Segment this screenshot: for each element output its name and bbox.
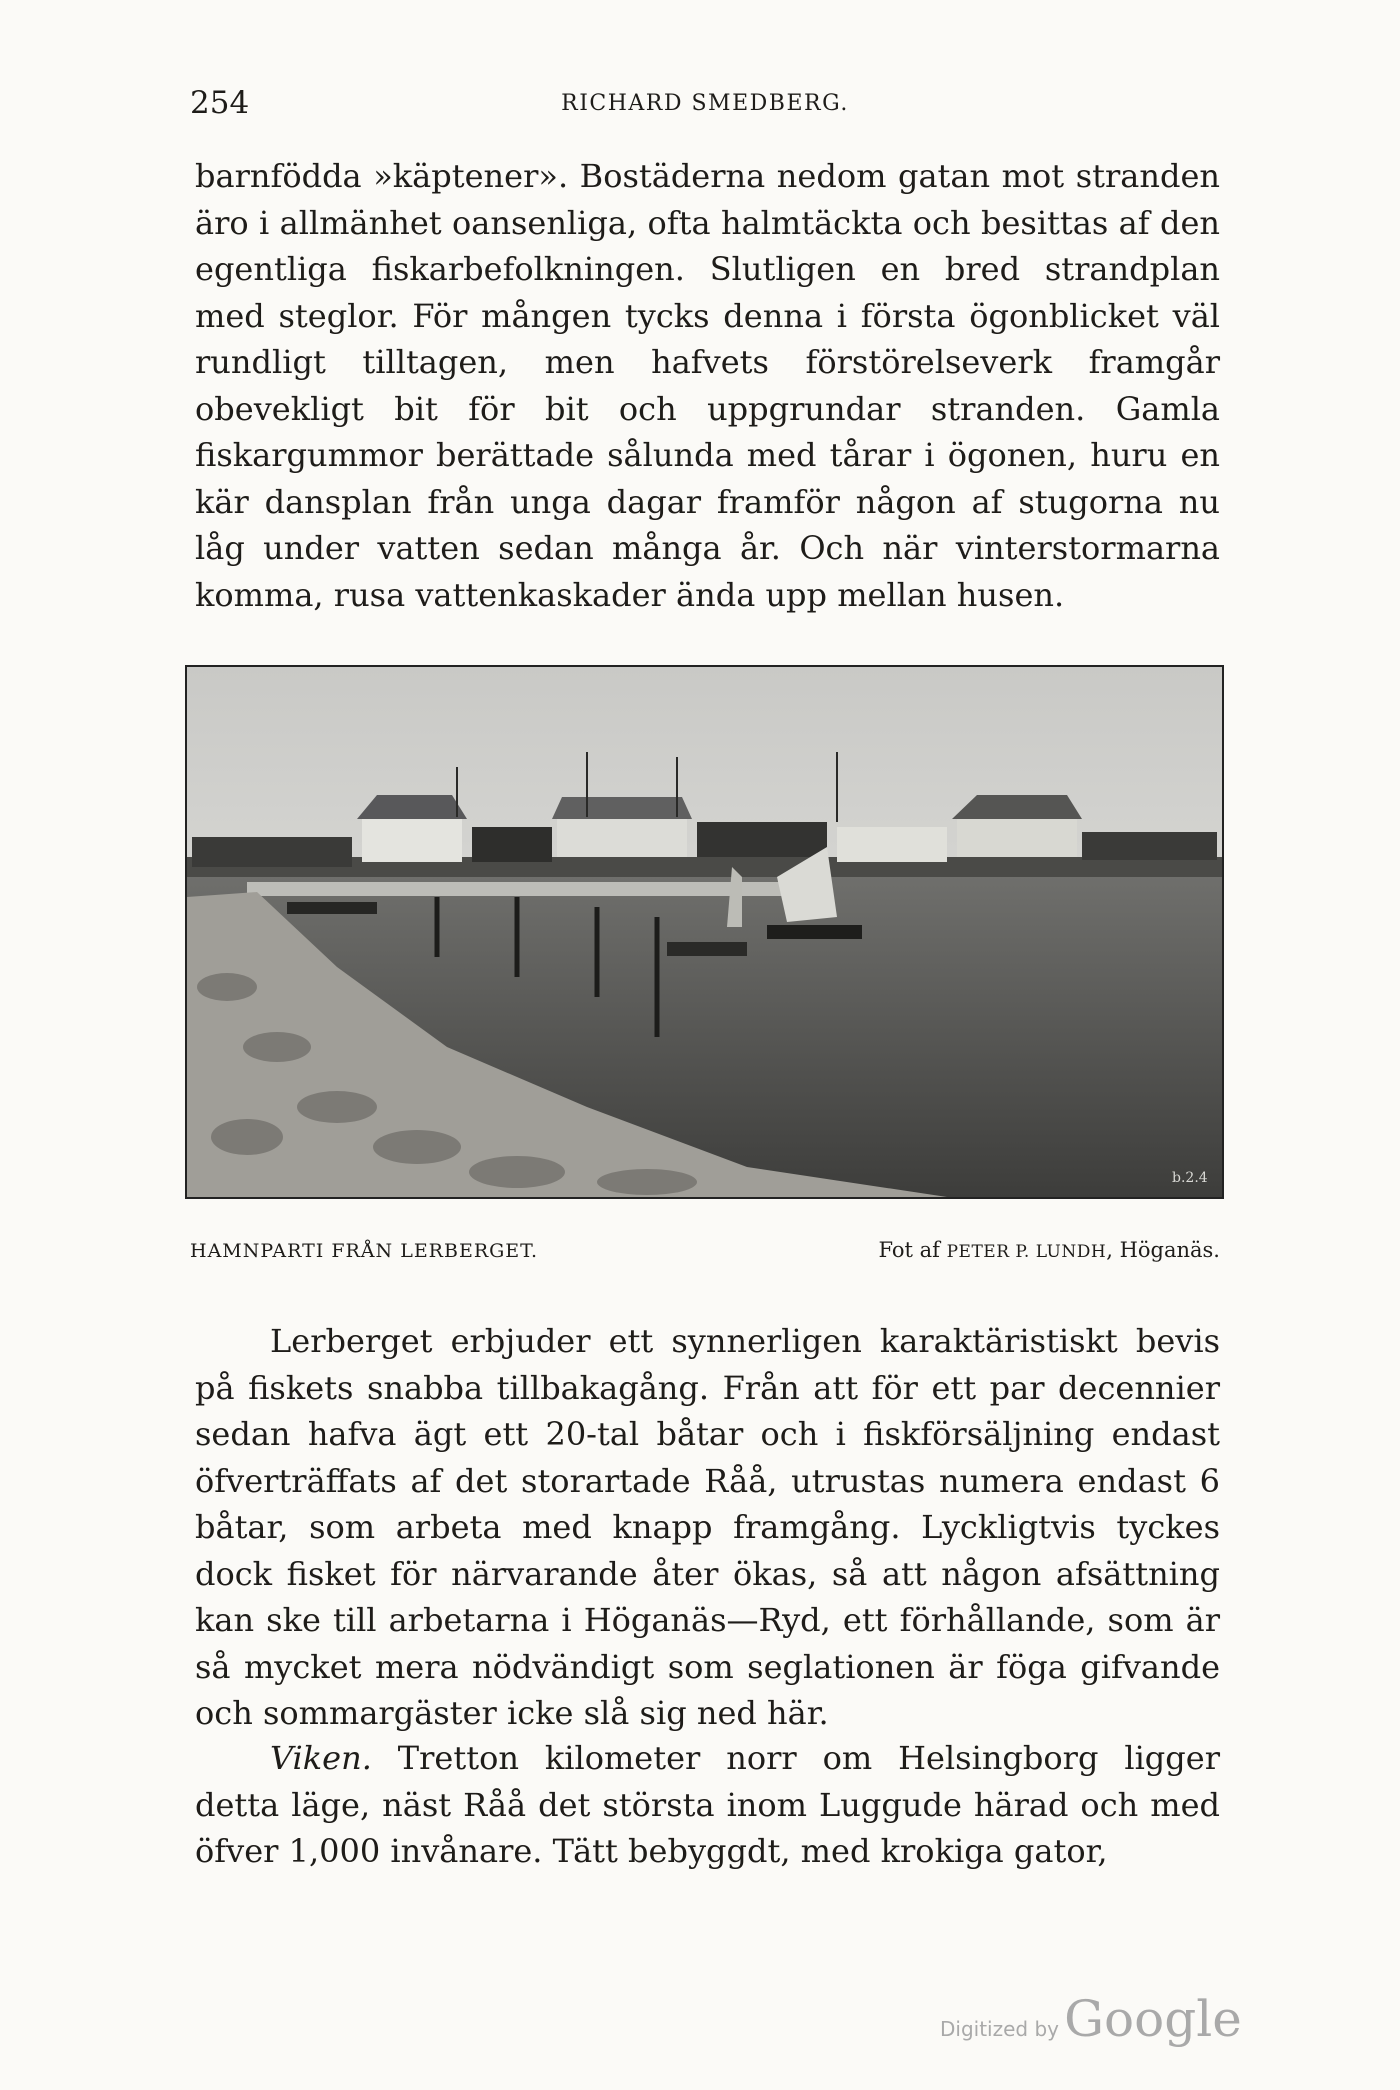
- figure-caption: HAMNPARTI FRÅN LERBERGET.: [190, 1240, 539, 1262]
- digitized-by-label: Digitized by: [940, 2017, 1059, 2041]
- credit-prefix: Fot af: [878, 1238, 947, 1262]
- page-header: [190, 85, 1220, 125]
- paragraph-3: [195, 1735, 1220, 1875]
- harbour-photo-illustration: [187, 667, 1222, 1197]
- running-head: RICHARD SMEDBERG.: [561, 91, 849, 116]
- credit-suffix: , Höganäs.: [1106, 1238, 1220, 1262]
- paragraph-3-text: Tretton kilometer norr om Helsingborg ligger detta läge, näst Råå det största inom Luggude härad och med öfver 1,000 invånare. Tätt bebyggdt, med krokiga gator,: [195, 1739, 1220, 1870]
- google-logo: Google: [1064, 1990, 1242, 2048]
- photo-credit: [878, 1238, 1220, 1262]
- photographer-name: PETER P. LUNDH: [946, 1242, 1107, 1262]
- place-name-viken: Viken.: [270, 1739, 372, 1777]
- digitized-watermark: [940, 1990, 1242, 2048]
- paragraph-2: Lerberget erbjuder ett synnerligen karaktäristiskt bevis på fiskets snabba tillbakagång. Från att för ett par decennier sedan hafva ägt ett 20-tal båtar och i fiskförsäljning endast öfverträffats af det storartade Råå, utrustas numera endast 6 båtar, som arbeta med knapp framgång. Lyckligtvis tyckes dock fisket för närvarande åter ökas, så att någon afsättning kan ske till arbetarna i Höganäs—Ryd, ett förhållande, som är så mycket mera nödvändigt som seglationen är föga gifvande och sommargäster icke slå sig ned här.: [195, 1322, 1220, 1732]
- photo-signature: b.2.4: [1172, 1170, 1208, 1186]
- paragraph-1: barnfödda »käptener». Bostäderna nedom gatan mot stranden äro i allmänhet oansenliga, ofta halmtäckta och besittas af den egentliga fiskarbefolkningen. Slutligen en bred strandplan med steglor. För mången tycks denna i första ögonblicket väl rundligt tilltagen, men hafvets förstörelseverk framgår obevekligt bit för bit och uppgrundar stranden. Gamla fiskargummor berättade sålunda med tårar i ögonen, huru en kär dansplan från unga dagar framför någon af stugorna nu låg under vatten sedan många år. Och när vinterstormarna komma, rusa vattenkaskader ända upp mellan husen.: [195, 157, 1220, 614]
- page-number: 254: [190, 85, 250, 121]
- harbour-photograph: [185, 665, 1224, 1199]
